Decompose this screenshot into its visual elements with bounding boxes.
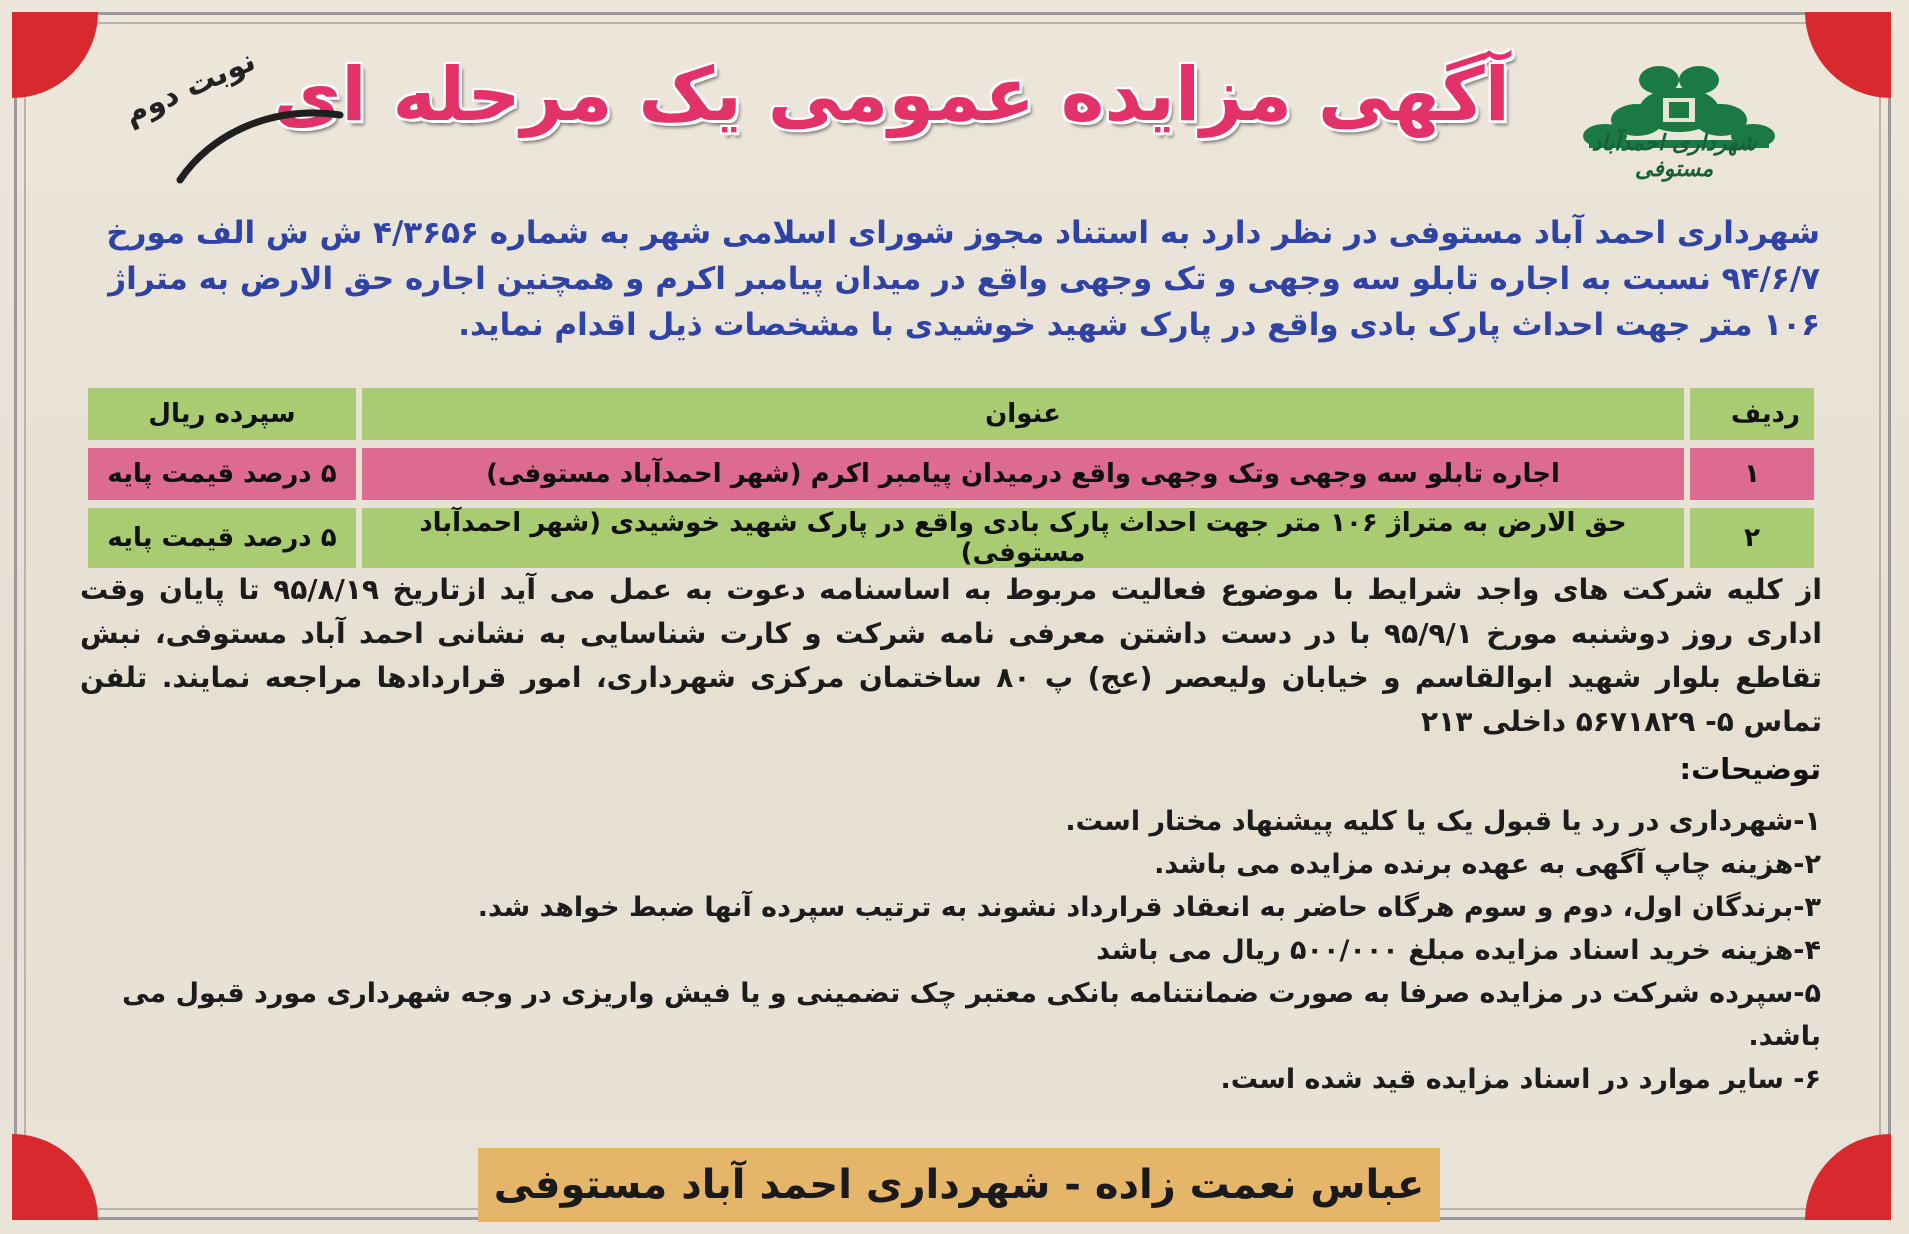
turn-label: نوبت دوم — [118, 43, 261, 132]
list-item: ۱-شهرداری در رد یا قبول یک یا کلیه پیشنهاد مختار است. — [1065, 806, 1821, 837]
table-row — [88, 508, 1814, 568]
signature-banner: عباس نعمت زاده - شهرداری احمد آباد مستوفی — [478, 1148, 1440, 1222]
row-title: اجاره تابلو سه وجهی وتک وجهی واقع درمیدان پیامبر اکرم (شهر احمدآباد مستوفی) — [362, 448, 1684, 500]
row-title: حق الارض به متراژ ۱۰۶ متر جهت احداث پارک بادی واقع در پارک شهید خوشیدی (شهر احمدآباد مستوفی) — [362, 508, 1684, 568]
notes-heading: توضیحات: — [1679, 752, 1821, 786]
table-row — [88, 448, 1814, 500]
row-deposit: ۵ درصد قیمت پایه — [88, 508, 356, 568]
column-header-deposit: سپرده ریال — [88, 388, 356, 440]
column-header-row-number: ردیف — [1690, 388, 1814, 440]
swoosh-icon — [170, 95, 350, 195]
list-item: ۶- سایر موارد در اسناد مزایده قید شده است. — [1220, 1064, 1821, 1095]
page-title: آگهی مزایده عمومی یک مرحله ای — [273, 52, 1510, 138]
column-header-title: عنوان — [362, 388, 1684, 440]
list-item: ۲-هزینه چاپ آگهی به عهده برنده مزایده می باشد. — [1154, 849, 1821, 880]
list-item: ۴-هزینه خرید اسناد مزایده مبلغ ۵۰۰/۰۰۰ ریال می باشد — [1096, 935, 1821, 966]
row-number: ۱ — [1690, 448, 1814, 500]
logo-text: شهرداری احمدآباد مستوفی — [1591, 130, 1757, 182]
items-table — [82, 380, 1820, 576]
row-number: ۲ — [1690, 508, 1814, 568]
invitation-paragraph: از کلیه شرکت های واجد شرایط با موضوع فعالیت مربوط به اساسنامه دعوت به عمل می آید ازتاریخ ۹۵/۸/۱۹ تا پایان وقت اداری روز دوشنبه مورخ ۹۵/۹/۱ با در دست داشتن معرفی نامه شرکت و کارت شناسایی به نشانی احمد آباد مستوفی، نبش تقاطع بلوار شهید ابوالقاسم و خیابان ولیعصر (عج) پ ۸۰ ساختمان مرکزی شهرداری، امور قراردادها مراجعه نمایند. تلفن تماس ۵- ۵۶۷۱۸۲۹ داخلی ۲۱۳ — [80, 573, 1822, 738]
list-item: ۵-سپرده شرکت در مزایده صرفا به صورت ضمانتنامه بانکی معتبر چک تضمینی و یا فیش واریزی در وجه شهرداری مورد قبول می باشد. — [122, 978, 1821, 1052]
notes-list — [81, 800, 1821, 1101]
list-item: ۳-برندگان اول، دوم و سوم هرگاه حاضر به انعقاد قرارداد نشوند به ترتیب سپرده آنها ضبط خواهد شد. — [477, 892, 1821, 923]
intro-paragraph: شهرداری احمد آباد مستوفی در نظر دارد به استناد مجوز شورای اسلامی شهر به شماره ۴/۳۶۵۶ ش ش الف مورخ ۹۴/۶/۷ نسبت به اجاره تابلو سه وجهی و تک وجهی واقع در میدان پیامبر اکرم و همچنین اجاره حق الارض به متراژ ۱۰۶ متر جهت احداث پارک بادی واقع در پارک شهید خوشیدی با مشخصات ذیل اقدام نماید. — [106, 215, 1820, 343]
table-header-row — [88, 388, 1814, 440]
row-deposit: ۵ درصد قیمت پایه — [88, 448, 356, 500]
